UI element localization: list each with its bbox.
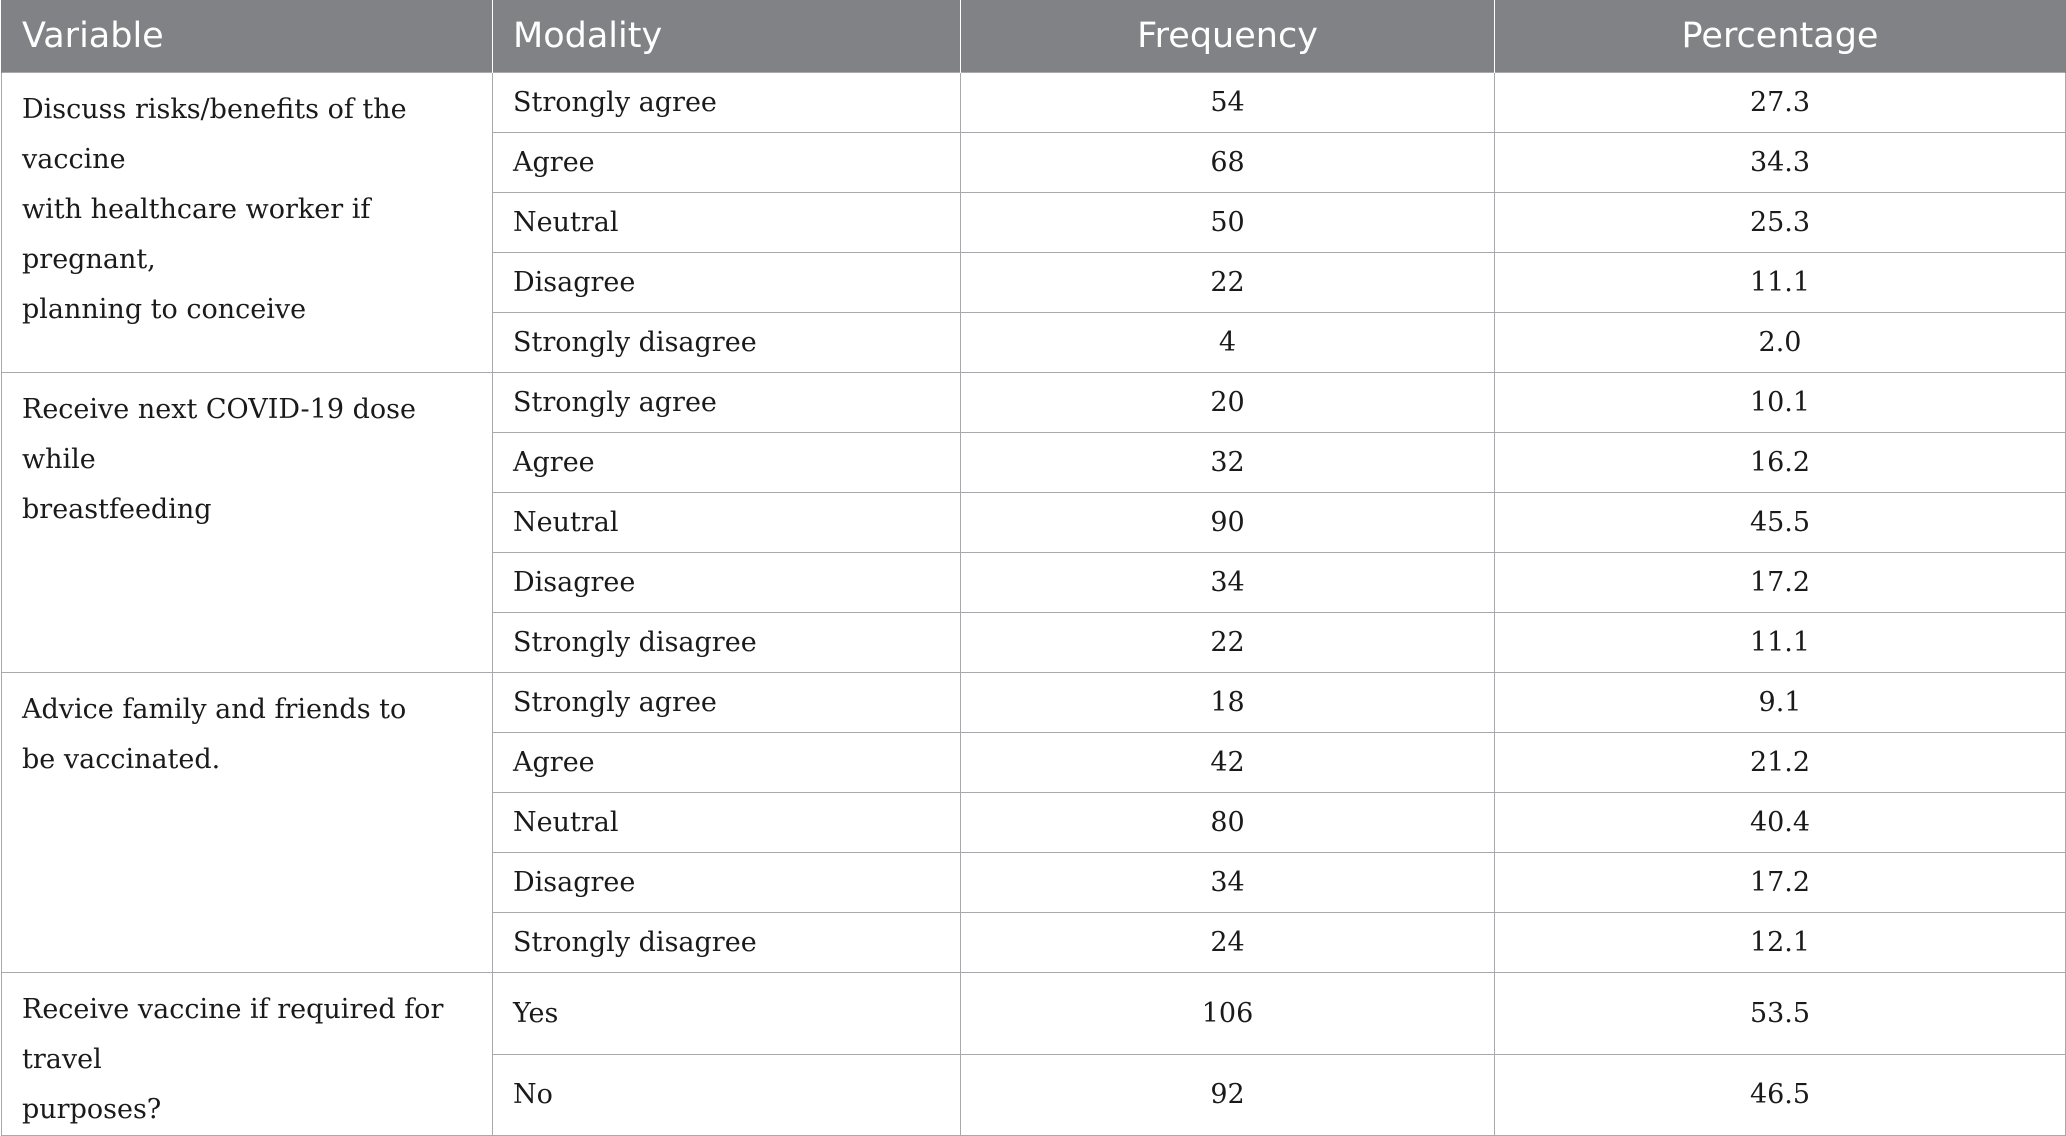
frequency-cell: 42 (961, 733, 1495, 793)
percentage-cell: 11.1 (1495, 253, 2066, 313)
variable-line: Receive next COVID-19 dose while (22, 394, 416, 475)
variable-line: planning to conceive (22, 294, 307, 325)
percentage-cell: 40.4 (1495, 793, 2066, 853)
modality-cell: Strongly agree (493, 73, 961, 133)
variable-line: Advice family and friends to (22, 694, 407, 725)
percentage-cell: 12.1 (1495, 913, 2066, 973)
data-table (1, 0, 2066, 1136)
frequency-cell: 32 (961, 433, 1495, 493)
modality-cell: Disagree (493, 253, 961, 313)
table-row (2, 673, 2066, 733)
variable-line: breastfeeding (22, 494, 212, 525)
frequency-cell: 22 (961, 253, 1495, 313)
table-row (2, 73, 2066, 133)
frequency-cell: 34 (961, 553, 1495, 613)
frequency-cell: 54 (961, 73, 1495, 133)
frequency-cell: 24 (961, 913, 1495, 973)
modality-cell: Neutral (493, 793, 961, 853)
modality-cell: Strongly disagree (493, 313, 961, 373)
variable-cell (2, 373, 493, 673)
modality-cell: Strongly agree (493, 373, 961, 433)
table-body (2, 73, 2066, 1136)
variable-cell (2, 973, 493, 1136)
modality-cell: Disagree (493, 553, 961, 613)
percentage-cell: 34.3 (1495, 133, 2066, 193)
percentage-cell: 10.1 (1495, 373, 2066, 433)
modality-cell: Strongly disagree (493, 913, 961, 973)
percentage-cell: 9.1 (1495, 673, 2066, 733)
header-variable: Variable (2, 0, 493, 73)
percentage-cell: 21.2 (1495, 733, 2066, 793)
header-frequency: Frequency (961, 0, 1495, 73)
variable-line: with healthcare worker if pregnant, (22, 194, 371, 275)
percentage-cell: 53.5 (1495, 973, 2066, 1055)
variable-line: Receive vaccine if required for travel (22, 994, 444, 1075)
frequency-cell: 20 (961, 373, 1495, 433)
percentage-cell: 17.2 (1495, 853, 2066, 913)
percentage-cell: 45.5 (1495, 493, 2066, 553)
frequency-cell: 4 (961, 313, 1495, 373)
modality-cell: Agree (493, 133, 961, 193)
modality-cell: No (493, 1054, 961, 1136)
modality-cell: Strongly disagree (493, 613, 961, 673)
header-percentage: Percentage (1495, 0, 2066, 73)
modality-cell: Agree (493, 733, 961, 793)
variable-line: purposes? (22, 1094, 162, 1125)
percentage-cell: 25.3 (1495, 193, 2066, 253)
frequency-cell: 68 (961, 133, 1495, 193)
frequency-cell: 22 (961, 613, 1495, 673)
frequency-cell: 50 (961, 193, 1495, 253)
variable-line: be vaccinated. (22, 744, 221, 775)
modality-cell: Agree (493, 433, 961, 493)
frequency-cell: 34 (961, 853, 1495, 913)
frequency-cell: 80 (961, 793, 1495, 853)
table-row (2, 973, 2066, 1055)
frequency-cell: 106 (961, 973, 1495, 1055)
variable-line: Discuss risks/benefits of the vaccine (22, 94, 407, 175)
frequency-cell: 90 (961, 493, 1495, 553)
percentage-cell: 16.2 (1495, 433, 2066, 493)
percentage-cell: 2.0 (1495, 313, 2066, 373)
table-row (2, 373, 2066, 433)
header-modality: Modality (493, 0, 961, 73)
header-row (2, 0, 2066, 73)
modality-cell: Neutral (493, 193, 961, 253)
modality-cell: Yes (493, 973, 961, 1055)
variable-cell (2, 73, 493, 373)
percentage-cell: 17.2 (1495, 553, 2066, 613)
modality-cell: Neutral (493, 493, 961, 553)
frequency-cell: 18 (961, 673, 1495, 733)
frequency-cell: 92 (961, 1054, 1495, 1136)
modality-cell: Strongly agree (493, 673, 961, 733)
variable-cell (2, 673, 493, 973)
percentage-cell: 27.3 (1495, 73, 2066, 133)
percentage-cell: 11.1 (1495, 613, 2066, 673)
modality-cell: Disagree (493, 853, 961, 913)
percentage-cell: 46.5 (1495, 1054, 2066, 1136)
